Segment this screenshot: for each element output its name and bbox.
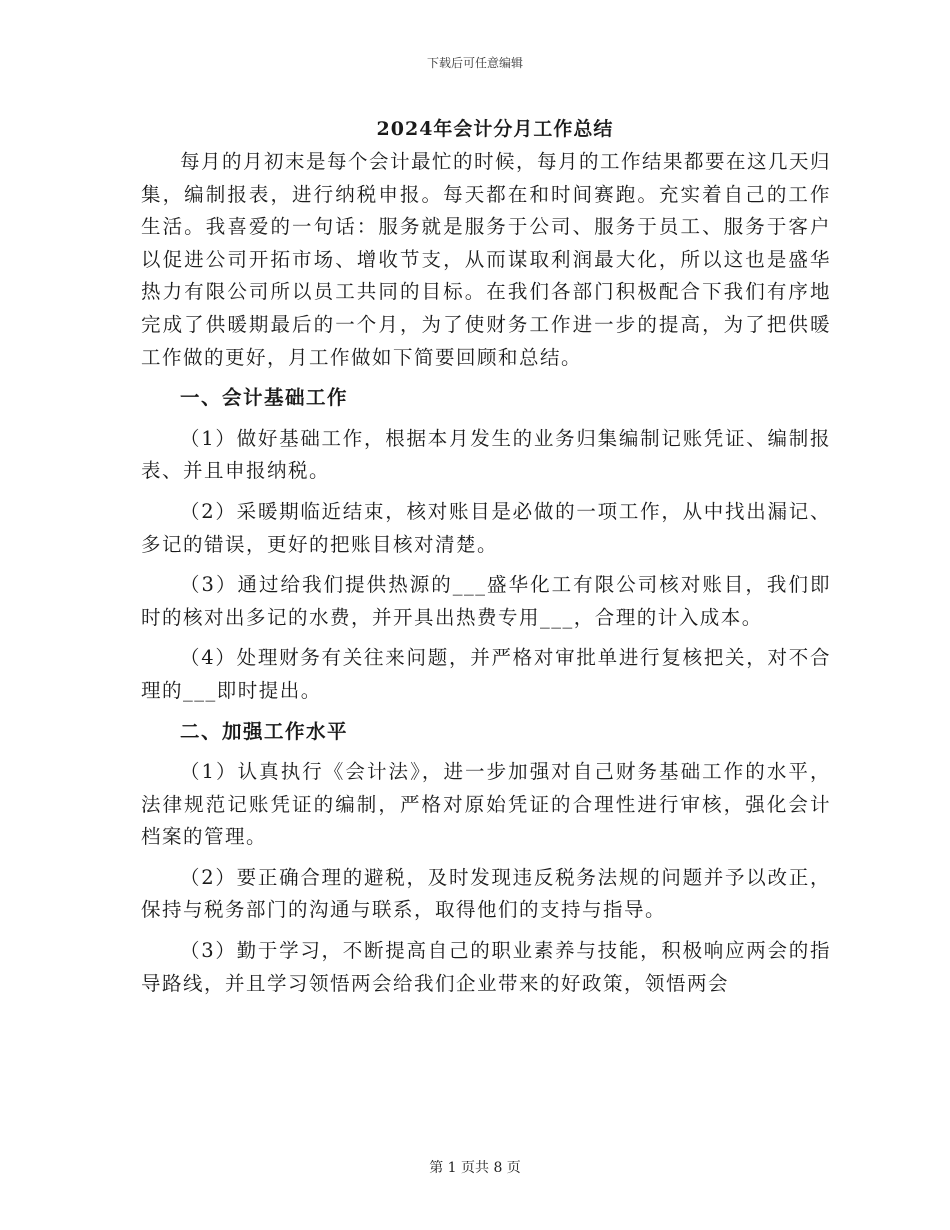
section-2-item-3: （3）勤于学习，不断提高自己的职业素养与技能，积极响应两会的指导路线，并且学习领悟两会给我们企业带来的好政策，领悟两会 [141, 939, 831, 995]
page-footer: 第 1 页共 8 页 [429, 1160, 521, 1176]
section-2-item-1: （1）认真执行《会计法》，进一步加强对自己财务基础工作的水平，法律规范记账凭证的编制，严格对原始凭证的合理性进行审核，强化会计档案的管理。 [141, 760, 831, 849]
section-1-item-2: （2）采暖期临近结束，核对账目是必做的一项工作，从中找出漏记、多记的错误，更好的把账目核对清楚。 [141, 499, 831, 556]
section-1-item-1: （1）做好基础工作，根据本月发生的业务归集编制记账凭证、编制报表、并且申报纳税。 [141, 426, 831, 483]
document-title: 2024年会计分月工作总结 [376, 118, 614, 140]
document-body [141, 146, 831, 1008]
section-1-item-4: （4）处理财务有关往来问题，并严格对审批单进行复核把关，对不合理的___即时提出。 [141, 646, 831, 702]
section-2-item-2: （2）要正确合理的避税，及时发现违反税务法规的问题并予以改正，保持与税务部门的沟通与联系，取得他们的支持与指导。 [141, 865, 831, 922]
section-heading-2: 二、加强工作水平 [180, 719, 349, 743]
intro-paragraph: 每月的月初末是每个会计最忙的时候，每月的工作结果都要在这几天归集，编制报表，进行纳税申报。每天都在和时间赛跑。充实着自己的工作生活。我喜爱的一句话：服务就是服务于公司、服务于员工、服务于客户以促进公司开拓市场、增收节支，从而谋取利润最大化，所以这也是盛华热力有限公司所以员工共同的目标。在我们各部门积极配合下我们有序地完成了供暖期最后的一个月，为了使财务工作进一步的提高，为了把供暖工作做的更好，月工作做如下简要回顾和总结。 [141, 150, 832, 369]
section-1-item-3: （3）通过给我们提供热源的___盛华化工有限公司核对账目，我们即时的核对出多记的水费，并开具出热费专用___，合理的计入成本。 [141, 573, 831, 629]
section-heading-1: 一、会计基础工作 [180, 386, 349, 410]
header-note: 下载后可任意编辑 [426, 56, 523, 70]
